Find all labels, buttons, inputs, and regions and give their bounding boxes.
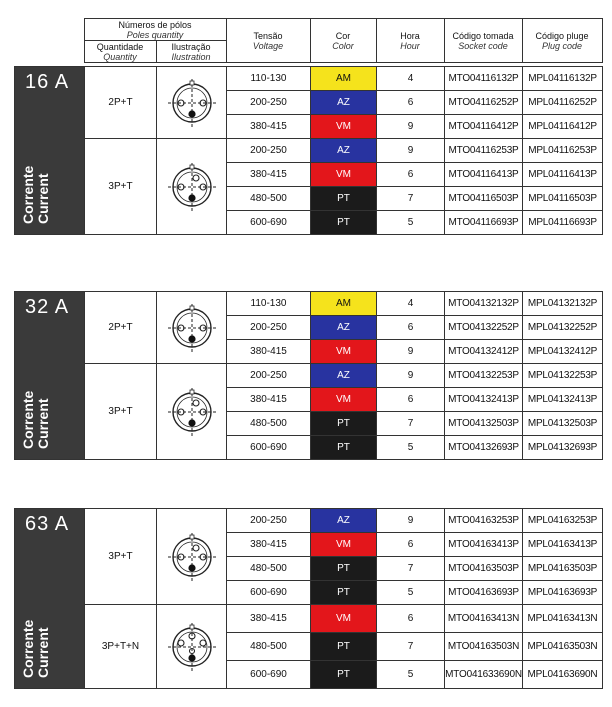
color-swatch-am: AM [311, 292, 377, 316]
socket-code-cell: MTO04132252P [445, 316, 523, 340]
color-swatch-vm: VM [311, 533, 377, 557]
color-header-pt: Cor [335, 30, 351, 41]
pole-quantity: 3P+T [85, 509, 157, 605]
socket-code-cell: MTO04116413P [445, 163, 523, 187]
hour-cell: 4 [377, 292, 445, 316]
voltage-cell: 200-250 [227, 91, 311, 115]
socket-3p-t-icon [157, 161, 226, 213]
socket-code-cell: MTO04163413N [445, 605, 523, 633]
color-swatch-vm: VM [311, 605, 377, 633]
socket-2p-t-icon [157, 77, 226, 129]
quantity-header [84, 41, 156, 63]
hour-cell: 7 [377, 557, 445, 581]
voltage-cell: 200-250 [227, 364, 311, 388]
section-table-63a [14, 508, 603, 689]
plug-code-cell: MPL04116413P [523, 163, 603, 187]
hour-cell: 7 [377, 633, 445, 661]
color-swatch-pt: PT [311, 211, 377, 235]
socket-3p-t-icon [157, 386, 226, 438]
socket-code-cell: MTO04116412P [445, 115, 523, 139]
socket-code-cell: MTO04163413P [445, 533, 523, 557]
table-row [15, 67, 603, 91]
color-swatch-pt: PT [311, 581, 377, 605]
table-row [15, 605, 603, 633]
hour-cell: 6 [377, 533, 445, 557]
socket-code-cell: MTO041633690N [445, 661, 523, 689]
current-label-en: Current [35, 627, 51, 678]
color-swatch-vm: VM [311, 388, 377, 412]
color-swatch-pt: PT [311, 661, 377, 689]
color-swatch-az: AZ [311, 509, 377, 533]
pole-quantity: 3P+T [85, 364, 157, 460]
socket-code-cell: MTO04116132P [445, 67, 523, 91]
color-swatch-pt: PT [311, 187, 377, 211]
amperage-label: 32 A [25, 296, 70, 318]
current-label-pt: Corrente [20, 619, 36, 678]
color-swatch-pt: PT [311, 436, 377, 460]
table-row [15, 292, 603, 316]
current-label [19, 608, 55, 678]
plug-code-cell: MPL04163413N [523, 605, 603, 633]
hour-cell: 7 [377, 412, 445, 436]
socket-code-cell: MTO04132132P [445, 292, 523, 316]
current-label-pt: Corrente [20, 390, 36, 449]
hour-cell: 9 [377, 509, 445, 533]
plug-code-cell: MPL04132252P [523, 316, 603, 340]
socket-code-cell: MTO04163503P [445, 557, 523, 581]
voltage-cell: 480-500 [227, 633, 311, 661]
table-row [15, 509, 603, 533]
socket-code-cell: MTO04132693P [445, 436, 523, 460]
color-swatch-pt: PT [311, 633, 377, 661]
pole-quantity: 2P+T [85, 292, 157, 364]
plug-code-cell: MPL04116132P [523, 67, 603, 91]
voltage-cell: 380-415 [227, 388, 311, 412]
plug-code-cell: MPL04132132P [523, 292, 603, 316]
voltage-cell: 600-690 [227, 661, 311, 689]
socket-code-cell: MTO04132253P [445, 364, 523, 388]
color-header [310, 19, 376, 63]
illustration-cell [157, 605, 227, 689]
hour-cell: 9 [377, 139, 445, 163]
plug-code-cell: MPL04116412P [523, 115, 603, 139]
plug-code-cell: MPL04163413P [523, 533, 603, 557]
voltage-header-pt: Tensão [253, 30, 283, 41]
color-swatch-az: AZ [311, 91, 377, 115]
voltage-cell: 380-415 [227, 605, 311, 633]
illustration-header-en: Ilustration [171, 51, 211, 62]
color-header-en: Color [332, 40, 354, 51]
hour-cell: 9 [377, 115, 445, 139]
color-swatch-az: AZ [311, 139, 377, 163]
plug-code-cell: MPL04132413P [523, 388, 603, 412]
hour-cell: 4 [377, 67, 445, 91]
plug-code-cell: MPL04132412P [523, 340, 603, 364]
voltage-header-en: Voltage [252, 40, 284, 51]
hour-cell: 7 [377, 187, 445, 211]
plug-code-cell: MPL04163253P [523, 509, 603, 533]
illustration-cell [157, 139, 227, 235]
socket-2p-t-icon [157, 302, 226, 354]
voltage-cell: 200-250 [227, 509, 311, 533]
voltage-cell: 600-690 [227, 581, 311, 605]
voltage-cell: 600-690 [227, 436, 311, 460]
socket-code-cell: MTO04132413P [445, 388, 523, 412]
plug-code-cell: MPL04163693P [523, 581, 603, 605]
hour-cell: 6 [377, 91, 445, 115]
hour-cell: 9 [377, 340, 445, 364]
current-label-pt: Corrente [20, 165, 36, 224]
hour-cell: 5 [377, 211, 445, 235]
color-swatch-vm: VM [311, 115, 377, 139]
voltage-cell: 380-415 [227, 115, 311, 139]
hour-cell: 5 [377, 436, 445, 460]
amperage-label: 16 A [25, 71, 70, 93]
amperage-label: 63 A [25, 513, 70, 535]
socket-code-cell: MTO04116503P [445, 187, 523, 211]
plug-code-cell: MPL04132503P [523, 412, 603, 436]
socket-code-cell: MTO04132503P [445, 412, 523, 436]
color-swatch-vm: VM [311, 163, 377, 187]
poles-header [84, 19, 226, 41]
hour-header-en: Hour [400, 40, 420, 51]
illustration-cell [157, 509, 227, 605]
hour-cell: 6 [377, 316, 445, 340]
illustration-cell [157, 292, 227, 364]
socket-3p-t-n-icon [157, 621, 226, 673]
color-swatch-am: AM [311, 67, 377, 91]
illustration-header-pt: Ilustração [171, 41, 211, 52]
voltage-cell: 380-415 [227, 340, 311, 364]
pole-quantity: 2P+T [85, 67, 157, 139]
current-label-en: Current [35, 398, 51, 449]
current-label [19, 379, 55, 449]
plug-header-pt: Código pluge [535, 30, 589, 41]
plug-code-cell: MPL04116503P [523, 187, 603, 211]
color-swatch-az: AZ [311, 316, 377, 340]
plug-code-cell: MPL04116252P [523, 91, 603, 115]
voltage-cell: 110-130 [227, 67, 311, 91]
socket-code-cell: MTO04116693P [445, 211, 523, 235]
voltage-cell: 600-690 [227, 211, 311, 235]
plug-code-header [522, 19, 602, 63]
hour-header [376, 19, 444, 63]
socket-code-cell: MTO04116253P [445, 139, 523, 163]
hour-cell: 6 [377, 388, 445, 412]
current-rating-cell [15, 67, 85, 235]
plug-code-cell: MPL04132693P [523, 436, 603, 460]
socket-code-cell: MTO04116252P [445, 91, 523, 115]
current-rating-cell [15, 509, 85, 689]
illustration-cell [157, 67, 227, 139]
illustration-cell [157, 364, 227, 460]
table-row [15, 139, 603, 163]
quantity-header-pt: Quantidade [96, 41, 144, 52]
socket-code-cell: MTO04132412P [445, 340, 523, 364]
section-table-32a [14, 291, 603, 460]
voltage-header [226, 19, 310, 63]
hour-header-pt: Hora [400, 30, 420, 41]
hour-cell: 9 [377, 364, 445, 388]
pole-quantity: 3P+T+N [85, 605, 157, 689]
poles-header-en: Poles quantity [126, 29, 184, 40]
current-label [19, 154, 55, 224]
color-swatch-az: AZ [311, 364, 377, 388]
socket-code-cell: MTO04163503N [445, 633, 523, 661]
current-label-en: Current [35, 173, 51, 224]
voltage-cell: 480-500 [227, 557, 311, 581]
voltage-cell: 200-250 [227, 139, 311, 163]
voltage-cell: 480-500 [227, 187, 311, 211]
voltage-cell: 380-415 [227, 163, 311, 187]
hour-cell: 5 [377, 581, 445, 605]
plug-code-cell: MPL04163503P [523, 557, 603, 581]
plug-header-en: Plug code [542, 40, 583, 51]
hour-cell: 6 [377, 163, 445, 187]
plug-code-cell: MPL04163690N [523, 661, 603, 689]
voltage-cell: 380-415 [227, 533, 311, 557]
color-swatch-pt: PT [311, 557, 377, 581]
quantity-header-en: Quantity [103, 51, 137, 62]
section-table-16a [14, 66, 603, 235]
plug-code-cell: MPL04163503N [523, 633, 603, 661]
socket-code-cell: MTO04163253P [445, 509, 523, 533]
color-swatch-pt: PT [311, 412, 377, 436]
hour-cell: 6 [377, 605, 445, 633]
poles-header-pt: Números de pólos [118, 19, 192, 30]
table-header [14, 18, 603, 63]
voltage-cell: 200-250 [227, 316, 311, 340]
plug-code-cell: MPL04116693P [523, 211, 603, 235]
table-row [15, 364, 603, 388]
plug-code-cell: MPL04116253P [523, 139, 603, 163]
socket-3p-t-icon [157, 531, 226, 583]
illustration-header [156, 41, 226, 63]
socket-code-header [444, 19, 522, 63]
color-swatch-vm: VM [311, 340, 377, 364]
socket-code-cell: MTO04163693P [445, 581, 523, 605]
plug-code-cell: MPL04132253P [523, 364, 603, 388]
pole-quantity: 3P+T [85, 139, 157, 235]
socket-header-en: Socket code [458, 40, 508, 51]
voltage-cell: 110-130 [227, 292, 311, 316]
socket-header-pt: Código tomada [452, 30, 514, 41]
voltage-cell: 480-500 [227, 412, 311, 436]
hour-cell: 5 [377, 661, 445, 689]
current-rating-cell [15, 292, 85, 460]
